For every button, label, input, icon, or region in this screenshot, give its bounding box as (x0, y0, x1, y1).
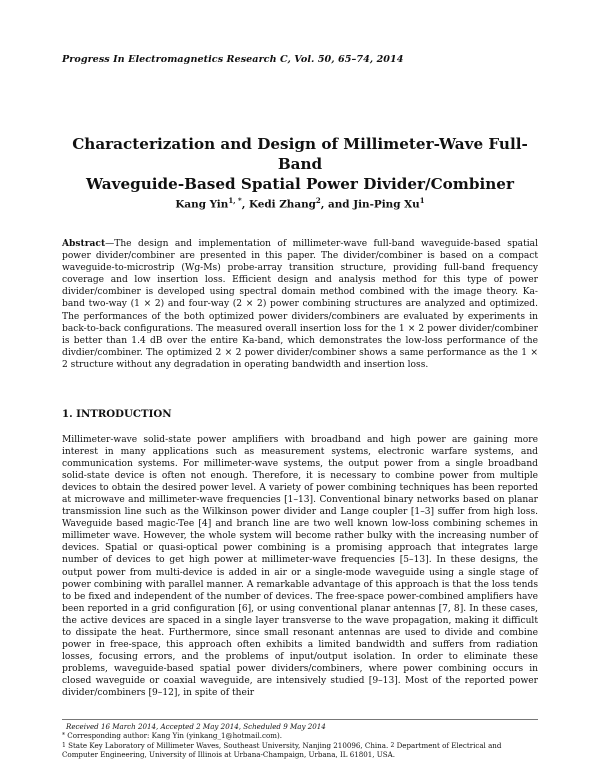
corresponding-author-note (62, 731, 538, 740)
author-affiliation-mark: 2 (315, 196, 321, 205)
footnote-mark: 1 (62, 741, 66, 749)
author-separator: , and (320, 198, 354, 211)
abstract-heading: Abstract (62, 238, 106, 249)
abstract (62, 238, 538, 371)
corresponding-author-text: Corresponding author: Kang Yin (yinkang_1@hotmail.com). (67, 731, 283, 741)
author-name: Kedi Zhang (248, 198, 316, 211)
received-dates: Received 16 March 2014, Accepted 2 May 2014, Scheduled 9 May 2014 (66, 722, 326, 731)
footnote-mark: * (62, 732, 65, 740)
affiliation-2-text: Department of Electrical and Computer Engineering, University of Illinois at Urbana-Champaign, Urbana, IL 61801, USA. (62, 740, 502, 760)
section-heading: 1. INTRODUCTION (62, 408, 172, 420)
introduction-paragraph: Millimeter-wave solid-state power amplifiers with broadband and high power are gaining more interest in many applications such as measurement systems, electronic warfare systems, and communication systems. For millimeter-wave systems, the output power from a single broadband solid-state device is often not enough. Therefore, it is necessary to combine power from multiple devices to obtain the desired power level. A variety of power combining techniques has been reported at microwave and millimeter-wave frequencies [1–13]. Conventional binary networks based on planar transmission line such as the Wilkinson power divider and Lange coupler [1–3] suffer from high loss. Waveguide based magic-Tee [4] and branch line are two well known low-loss combining schemes in millimeter wave. However, the whole system will become rather bulky with the increasing number of devices. Spatial or quasi-optical power combining is a promising approach that integrates large number of devices to get high power at millimeter-wave frequencies [5–13]. In these designs, the output power from multi-device is added in air or a single-mode waveguide using a single stage of power combining with parallel manner. A remarkable advantage of this approach is that the loss tends to be fixed and independent of the number of devices. The free-space power-combined amplifiers have been reported in a grid configuration [6], or using conventional planar antennas [7, 8]. In these cases, the active devices are spaced in a single layer transverse to the wave propagation, making it difficult to dissipate the heat. Furthermore, since small resonant antennas are used to divide and combine power in free-space, this approach often exhibits a limited bandwidth and suffers from radiation losses, focusing errors, and the problems of input/output isolation. In order to eliminate these problems, waveguide-based spatial power dividers/combiners, where power combining occurs in closed waveguide or coaxial waveguide, are intensively studied [9–13]. Most of the reported power divider/combiners [9–12], in spite of their (62, 435, 538, 698)
author-separator: , (241, 198, 249, 211)
abstract-body: —The design and implementation of millimeter-wave full-band waveguide-based spatial power divider/combiner are presented in this paper. The divider/combiner is based on a compact waveguide-to-microstrip (Wg-Ms) probe-array transition structure, providing full-band frequency coverage and low insertion loss. Efficient design and analysis method for this type of power divider/combiner is developed using spectral domain method combined with the image theory. Ka-band two-way (1 × 2) and four-way (2 × 2) power combining structures are analyzed and optimized. The performances of the both optimized power dividers/combiners are evaluated by experiments in back-to-back configurations. The measured overall insertion loss for the 1 × 2 power divider/combiner is better than 1.4 dB over the entire Ka-band, which demonstrates the low-loss performance of the divdier/combiner. The optimized 2 × 2 power divider/combiner shows a same performance as the 1 × 2 structure without any degradation in operating bandwidth and insertion loss. (62, 239, 538, 370)
author-list (60, 196, 540, 210)
footnote-rule (62, 719, 538, 720)
footnote-mark: 2 (390, 741, 395, 749)
affiliation-note (62, 741, 538, 760)
author-affiliation-mark: 1 (419, 196, 425, 205)
author-name: Kang Yin (175, 198, 229, 211)
paper-title (60, 134, 540, 194)
title-line-2: Waveguide-Based Spatial Power Divider/Combiner (86, 175, 514, 193)
author-name: Jin-Ping Xu (353, 198, 420, 211)
author-affiliation-mark: 1, * (228, 196, 242, 205)
affiliation-1-text: State Key Laboratory of Millimeter Waves, Southeast University, Nanjing 210096, China. (68, 740, 389, 750)
title-line-1: Characterization and Design of Millimeter-Wave Full-Band (72, 135, 528, 173)
journal-header: Progress In Electromagnetics Research C, Vol. 50, 65–74, 2014 (62, 54, 404, 65)
footnotes (62, 722, 538, 760)
